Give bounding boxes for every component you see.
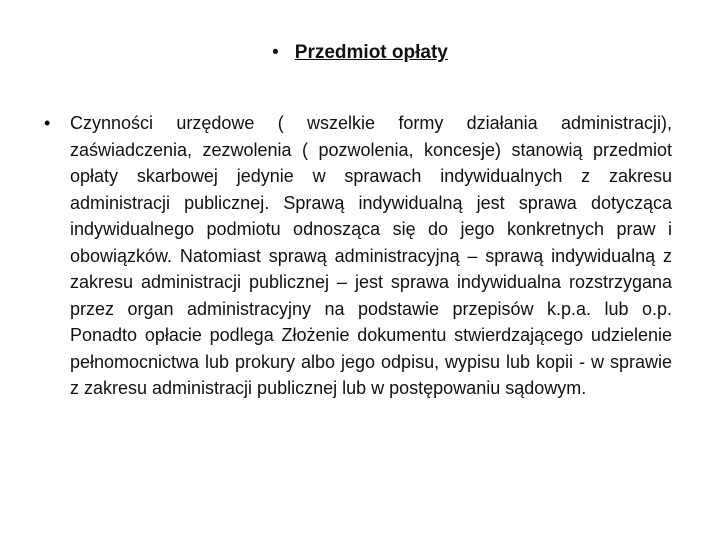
slide-title bbox=[0, 40, 720, 66]
title-text: Przedmiot opłaty bbox=[294, 42, 448, 63]
body-bullet-icon: • bbox=[44, 113, 51, 133]
body-list bbox=[44, 110, 672, 402]
title-bullet-icon: • bbox=[272, 42, 279, 63]
body-paragraph: Czynności urzędowe ( wszelkie formy działania administracji), zaświadczenia, zezwolenia ( pozwolenia, koncesje) stanowią przedmiot opłaty skarbowej jedynie w sprawach indywidualnych z zakresu administracji publicznej. Sprawą indywidualną jest sprawa dotycząca indywidualnego podmiotu odnosząca się do jego konkretnych praw i obowiązków. Natomiast sprawą administracyjną – sprawą indywidualną z zakresu administracji publicznej – jest sprawa indywidualna rozstrzygana przez organ administracyjny na podstawie przepisów k.p.a. lub o.p. Ponadto opłacie podlega Złożenie dokumentu stwierdzającego udzielenie pełnomocnictwa lub prokury albo jego odpisu, wypisu lub kopii - w sprawie z zakresu administracji publicznej lub w postępowaniu sądowym. bbox=[70, 113, 672, 398]
